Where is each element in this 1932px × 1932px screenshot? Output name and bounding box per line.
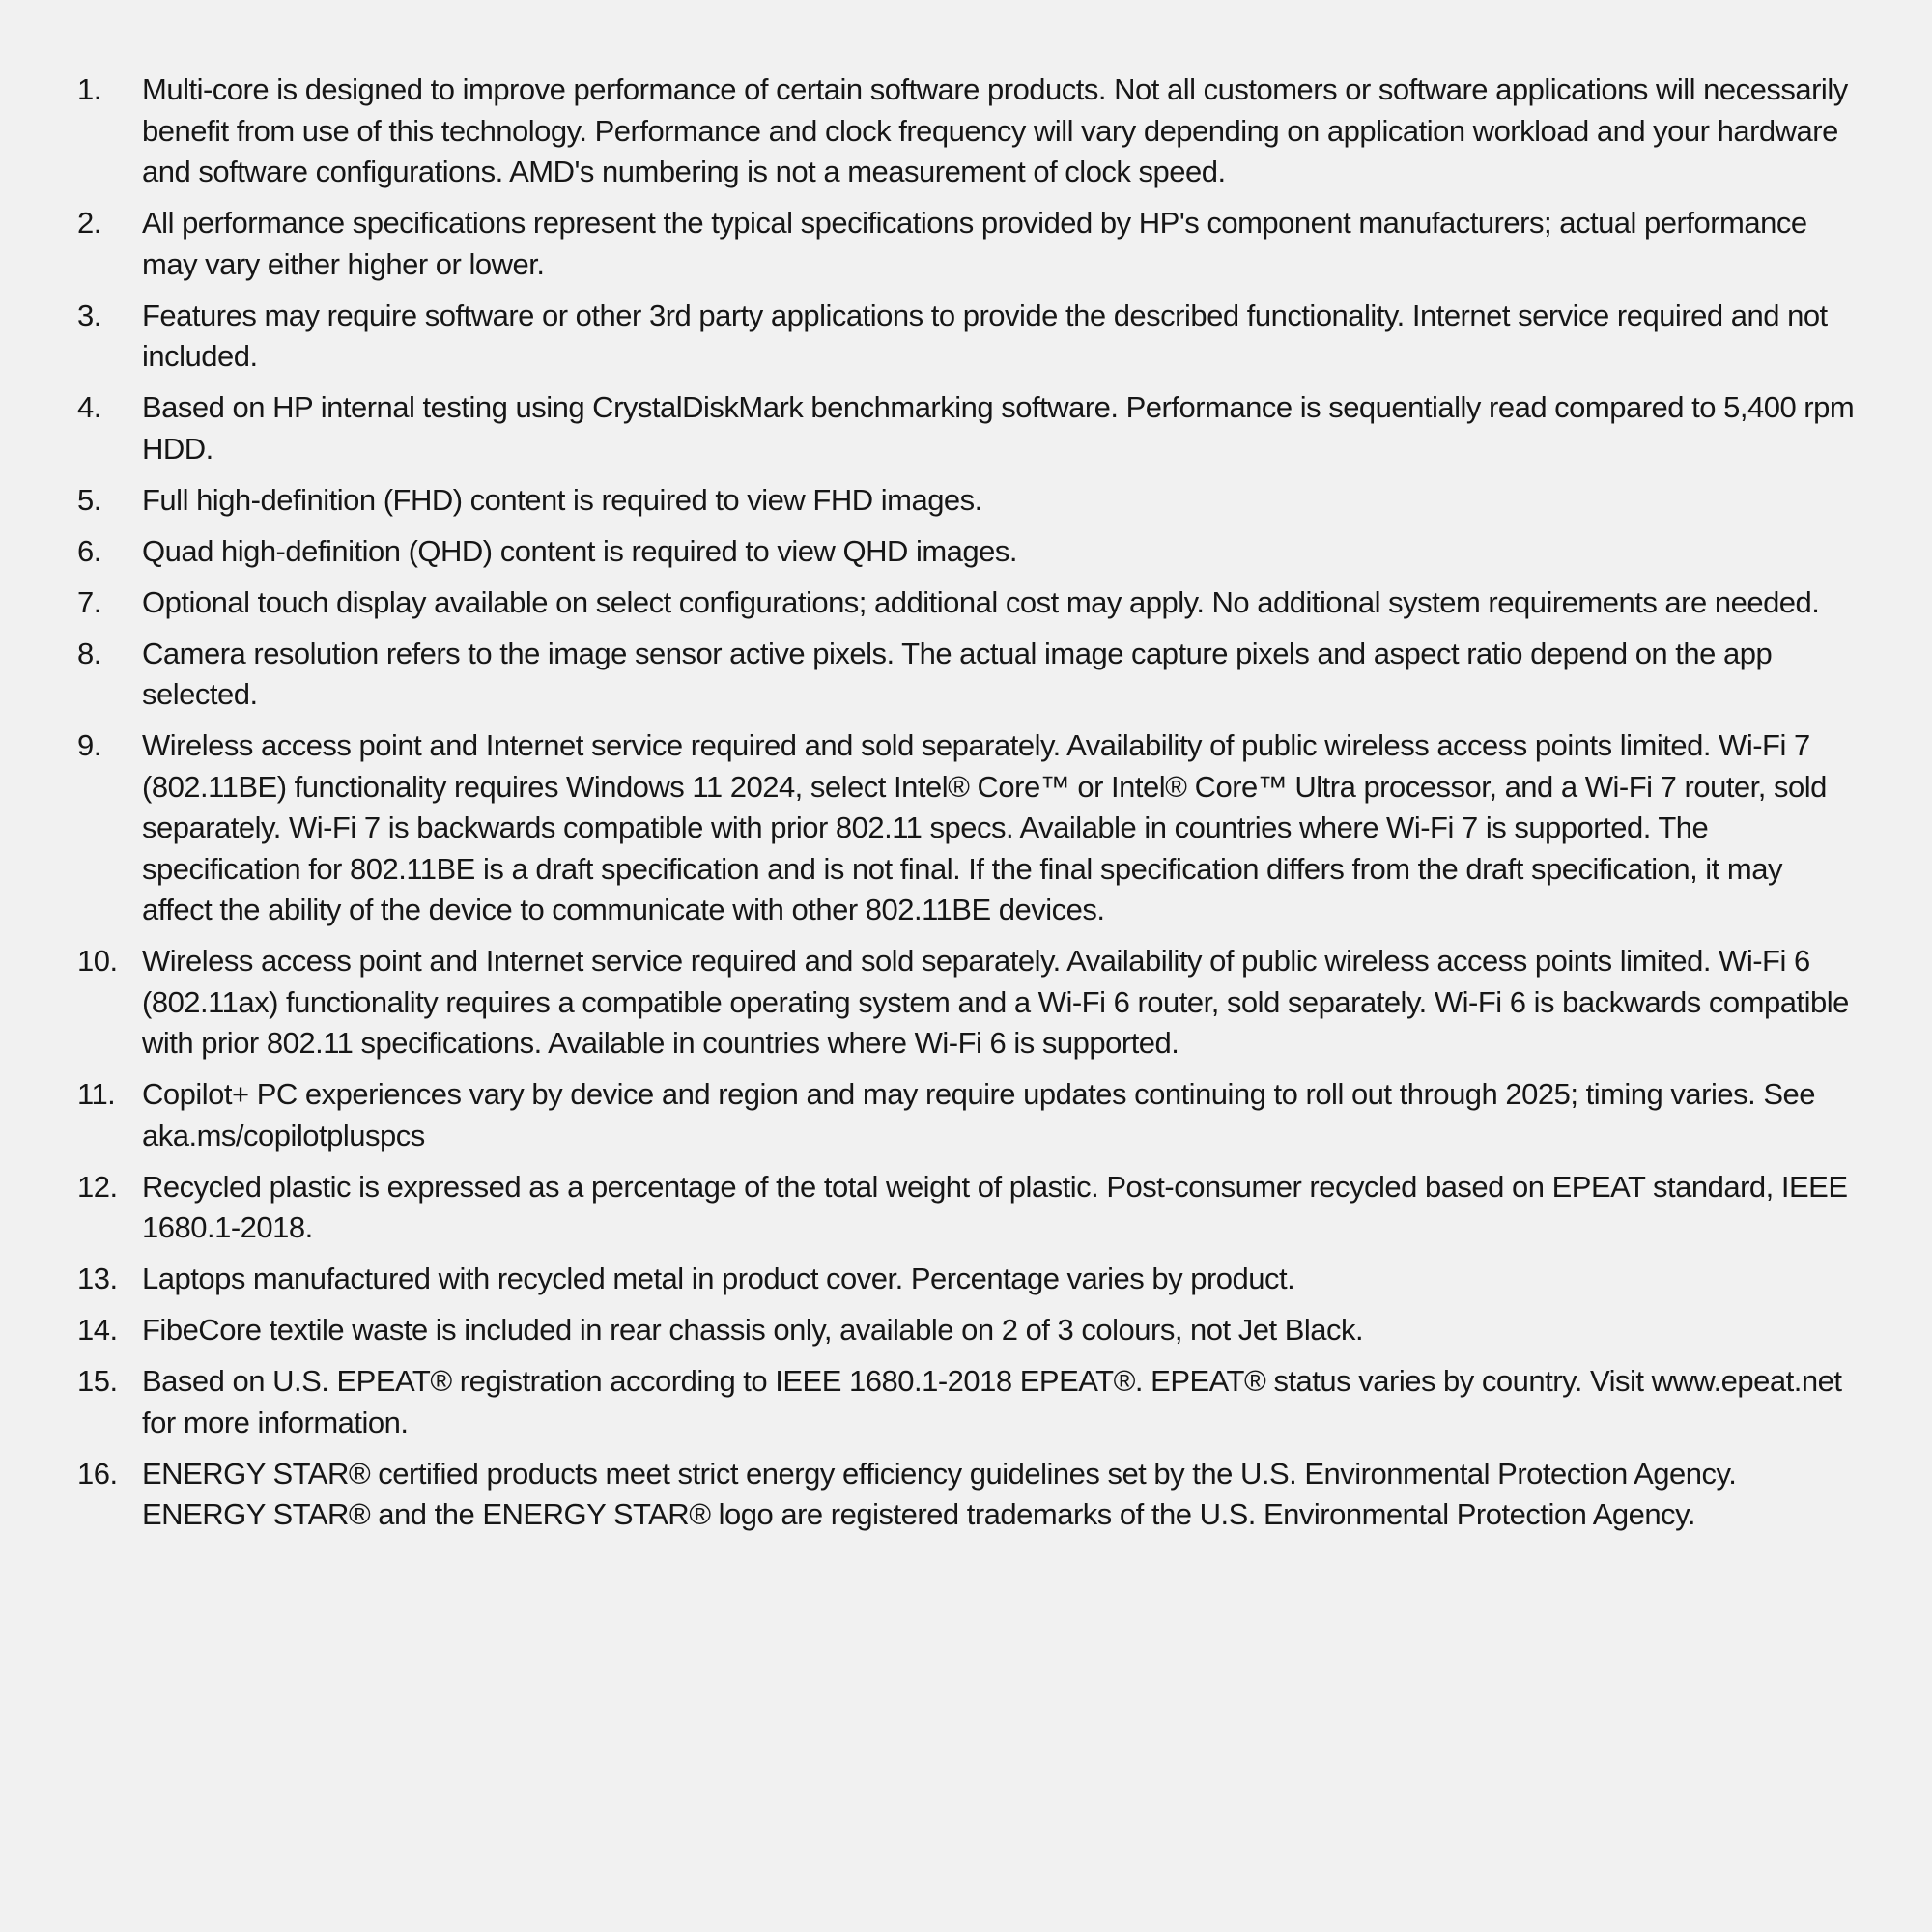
footnote-number: 9. (77, 728, 101, 762)
footnote-text: Based on U.S. EPEAT® registration according to IEEE 1680.1-2018 EPEAT®. EPEAT® status varies by country. Visit www.epeat.net for more information. (142, 1364, 1842, 1439)
footnote-text: Wireless access point and Internet service required and sold separately. Availability of public wireless access points limited. Wi-Fi 6 (802.11ax) functionality requires a compatible operating system and a Wi-Fi 6 router, sold separately. Wi-Fi 6 is backwards compatible with prior 802.11 specifications. Available in countries where Wi-Fi 6 is supported. (142, 944, 1849, 1060)
footnote-number: 11. (77, 1077, 116, 1111)
footnote-number: 13. (77, 1262, 118, 1295)
footnote-number: 15. (77, 1364, 118, 1398)
footnote-number: 5. (77, 482, 101, 517)
footnote-number: 3. (77, 298, 101, 332)
footnote-text: Wireless access point and Internet service required and sold separately. Availability of public wireless access points limited. Wi-Fi 7 (802.11BE) functionality requires Windows 11 2024, select Intel® Core™ or Intel® Core™ Ultra processor, and a Wi-Fi 7 router, sold separately. Wi-Fi 7 is backwards compatible with prior 802.11 specs. Available in countries where Wi-Fi 7 is supported. The specification for 802.11BE is a draft specification and is not final. If the final specification differs from the draft specification, it may affect the ability of the device to communicate with other 802.11BE devices. (142, 728, 1827, 926)
footnote-text: Camera resolution refers to the image sensor active pixels. The actual image capture pixels and aspect ratio depend on the app selected. (142, 636, 1773, 711)
footnote-number: 8. (77, 636, 101, 670)
footnote-list (77, 70, 1855, 1536)
footnote-text: All performance specifications represent the typical specifications provided by HP's component manufacturers; actual performance may vary either higher or lower. (142, 206, 1807, 281)
footnote-2 (77, 203, 1855, 285)
footnote-7 (77, 582, 1855, 624)
footnote-8 (77, 634, 1855, 716)
footnote-text: FibeCore textile waste is included in rear chassis only, available on 2 of 3 colours, not Jet Black. (142, 1313, 1364, 1347)
footnote-number: 2. (77, 206, 101, 240)
footnote-text: Recycled plastic is expressed as a percentage of the total weight of plastic. Post-consumer recycled based on EPEAT standard, IEEE 1680.1-2018. (142, 1169, 1848, 1244)
footnote-1 (77, 70, 1855, 193)
footnote-16 (77, 1454, 1855, 1536)
footnote-10 (77, 941, 1855, 1065)
footnote-text: Features may require software or other 3rd party applications to provide the described functionality. Internet service required and not included. (142, 298, 1828, 373)
footnote-9 (77, 725, 1855, 931)
footnote-15 (77, 1361, 1855, 1443)
footnote-text: Copilot+ PC experiences vary by device and region and may require updates continuing to roll out through 2025; timing varies. See aka.ms/copilotpluspcs (142, 1077, 1815, 1152)
footnote-13 (77, 1259, 1855, 1300)
footnote-3 (77, 296, 1855, 378)
footnote-number: 16. (77, 1456, 118, 1491)
footnote-text: Optional touch display available on select configurations; additional cost may apply. No additional system requirements are needed. (142, 584, 1820, 619)
footnote-number: 7. (77, 584, 101, 619)
footnote-6 (77, 531, 1855, 573)
footnote-text: ENERGY STAR® certified products meet strict energy efficiency guidelines set by the U.S. Environmental Protection Agency. ENERGY STAR® and the ENERGY STAR® logo are registered trademarks of the U.S. Environmental Protection Agency. (142, 1456, 1737, 1531)
footnote-12 (77, 1167, 1855, 1249)
footnote-11 (77, 1074, 1855, 1156)
footnote-text: Multi-core is designed to improve performance of certain software products. Not all customers or software applications will necessarily benefit from use of this technology. Performance and clock frequency will vary depending on application workload and your hardware and software configurations. AMD's numbering is not a measurement of clock speed. (142, 72, 1848, 188)
footnote-4 (77, 387, 1855, 469)
footnote-number: 14. (77, 1313, 118, 1347)
footnote-text: Full high-definition (FHD) content is required to view FHD images. (142, 482, 982, 517)
footnote-14 (77, 1310, 1855, 1351)
footnote-number: 12. (77, 1169, 118, 1204)
footnote-text: Laptops manufactured with recycled metal in product cover. Percentage varies by product. (142, 1262, 1295, 1295)
footnote-number: 1. (77, 72, 101, 106)
footnote-text: Based on HP internal testing using CrystalDiskMark benchmarking software. Performance is sequentially read compared to 5,400 rpm HDD. (142, 390, 1855, 466)
footnote-number: 10. (77, 944, 118, 978)
footnote-number: 6. (77, 533, 101, 568)
footnote-text: Quad high-definition (QHD) content is required to view QHD images. (142, 533, 1018, 568)
footnote-5 (77, 480, 1855, 522)
footnote-number: 4. (77, 390, 101, 424)
